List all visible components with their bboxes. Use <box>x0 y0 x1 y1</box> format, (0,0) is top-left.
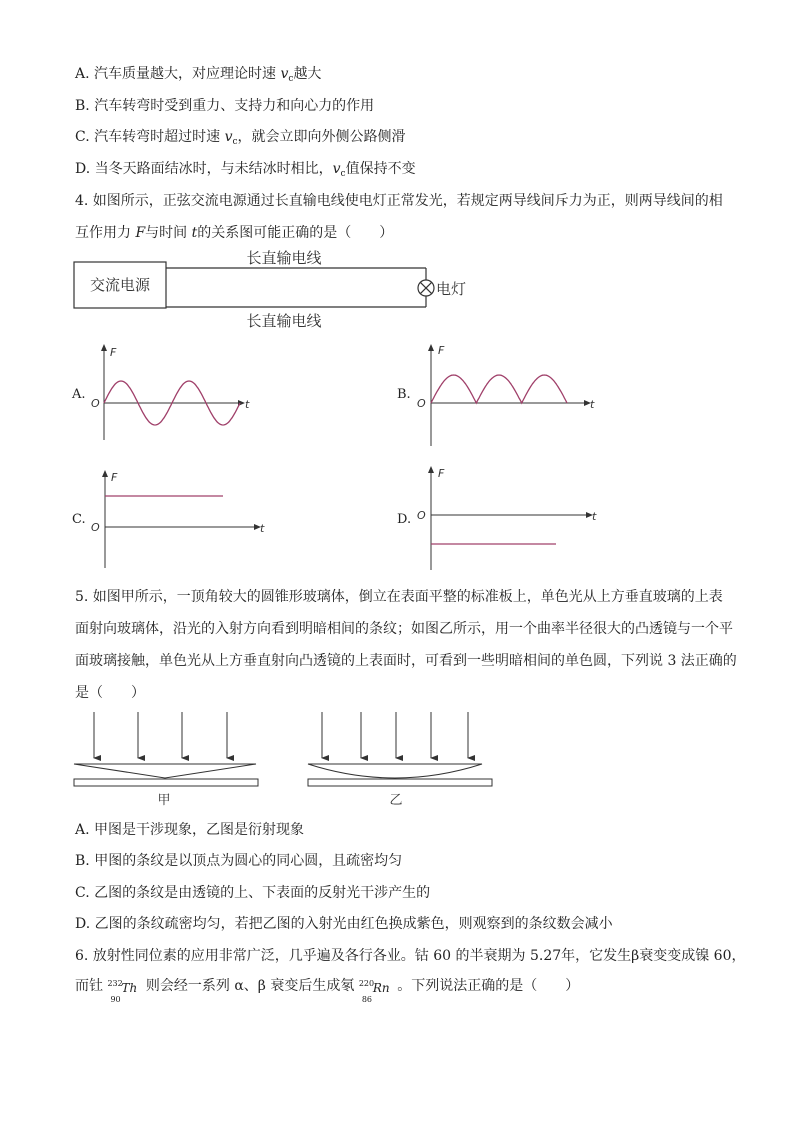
graph-b-option: B. <box>397 387 411 402</box>
lamp-label: 电灯 <box>436 280 467 298</box>
q4-stem-line2: 互作用力 F与时间 t的关系图可能正确的是（ ） <box>75 225 394 241</box>
graph-a-x-label: t <box>245 398 250 411</box>
wire-top-label: 长直输电线 <box>246 249 322 267</box>
graph-b-origin: O <box>417 397 426 410</box>
q3-option-d: D. 当冬天路面结冰时，与未结冰时相比，$v_c$值保持不变 <box>75 161 416 179</box>
q5-option-d: D. 乙图的条纹疏密均匀，若把乙图的入射光由红色换成紫色，则观察到的条纹数会减小 <box>75 916 613 932</box>
q3-option-a: A. 汽车质量越大，对应理论时速 $v_c$越大 <box>75 66 322 84</box>
graph-d-origin: O <box>417 509 426 522</box>
figure-yi-label: 乙 <box>389 793 403 808</box>
graph-d <box>414 462 604 572</box>
figure-yi <box>308 712 492 808</box>
graph-a-y-label: F <box>110 346 117 359</box>
figure-jia-label: 甲 <box>157 793 171 808</box>
q5-stem-line3: 面玻璃接触，单色光从上方垂直射向凸透镜的上表面时，可看到一些明暗相间的单色圆，下列说 3 法正确的 <box>75 653 737 669</box>
q5-stem-line2: 面射向玻璃体，沿光的入射方向看到明暗相间的条纹；如图乙所示，用一个曲率半径很大的凸透镜与一个平 <box>75 621 733 637</box>
interference-figures <box>70 708 500 808</box>
thorium-nuclide: 232 90 Th <box>107 979 138 1004</box>
graph-b <box>414 342 604 448</box>
graph-a <box>88 342 258 444</box>
graph-a-origin: O <box>91 397 100 410</box>
radon-nuclide: 220 86 Rn <box>358 979 390 1004</box>
q5-option-c: C. 乙图的条纹是由透镜的上、下表面的反射光干涉产生的 <box>75 885 431 901</box>
q5-stem-line4: 是（ ） <box>75 685 145 701</box>
graph-b-curve <box>431 375 567 403</box>
graph-c <box>88 466 268 570</box>
circuit-diagram <box>70 246 490 336</box>
q4-stem-line1: 4. 如图所示，正弦交流电源通过长直输电线使电灯正常发光，若规定两导线间斥力为正，则两导线间的相 <box>75 193 723 209</box>
graph-d-y-label: F <box>438 467 445 480</box>
wire-bottom-label: 长直输电线 <box>246 312 322 330</box>
graph-b-x-label: t <box>590 398 595 411</box>
q5-option-a: A. 甲图是干涉现象，乙图是衍射现象 <box>75 822 305 838</box>
graph-a-option: A. <box>72 387 86 402</box>
q6-stem-line2: 而钍 232 90 Th 则会经一系列 α、β 衰变后生成氡 220 86 Rn 。下列说法正确的是（ ） <box>75 978 580 1004</box>
graph-b-y-label: F <box>438 344 445 357</box>
graph-c-x-label: t <box>260 522 265 535</box>
q6-stem-line1: 6. 放射性同位素的应用非常广泛，几乎遍及各行各业。钴 60 的半衰期为 5.27年，它发生β衰变变成镍 60， <box>75 948 746 964</box>
graph-c-option: C. <box>72 512 86 527</box>
graph-d-option: D. <box>397 512 412 527</box>
figure-jia <box>74 712 258 808</box>
graph-d-x-label: t <box>592 510 597 523</box>
q5-stem-line1: 5. 如图甲所示，一顶角较大的圆锥形玻璃体，倒立在表面平整的标准板上，单色光从上方垂直玻璃的上表 <box>75 589 723 605</box>
graph-c-y-label: F <box>111 471 118 484</box>
ac-source-label: 交流电源 <box>89 276 151 294</box>
graph-c-origin: O <box>91 521 100 534</box>
q5-option-b: B. 甲图的条纹是以顶点为圆心的同心圆，且疏密均匀 <box>75 853 403 869</box>
q3-option-c: C. 汽车转弯时超过时速 $v_c$，就会立即向外侧公路侧滑 <box>75 129 406 147</box>
lamp-icon <box>418 280 434 296</box>
q3-option-b: B. 汽车转弯时受到重力、支持力和向心力的作用 <box>75 98 375 114</box>
